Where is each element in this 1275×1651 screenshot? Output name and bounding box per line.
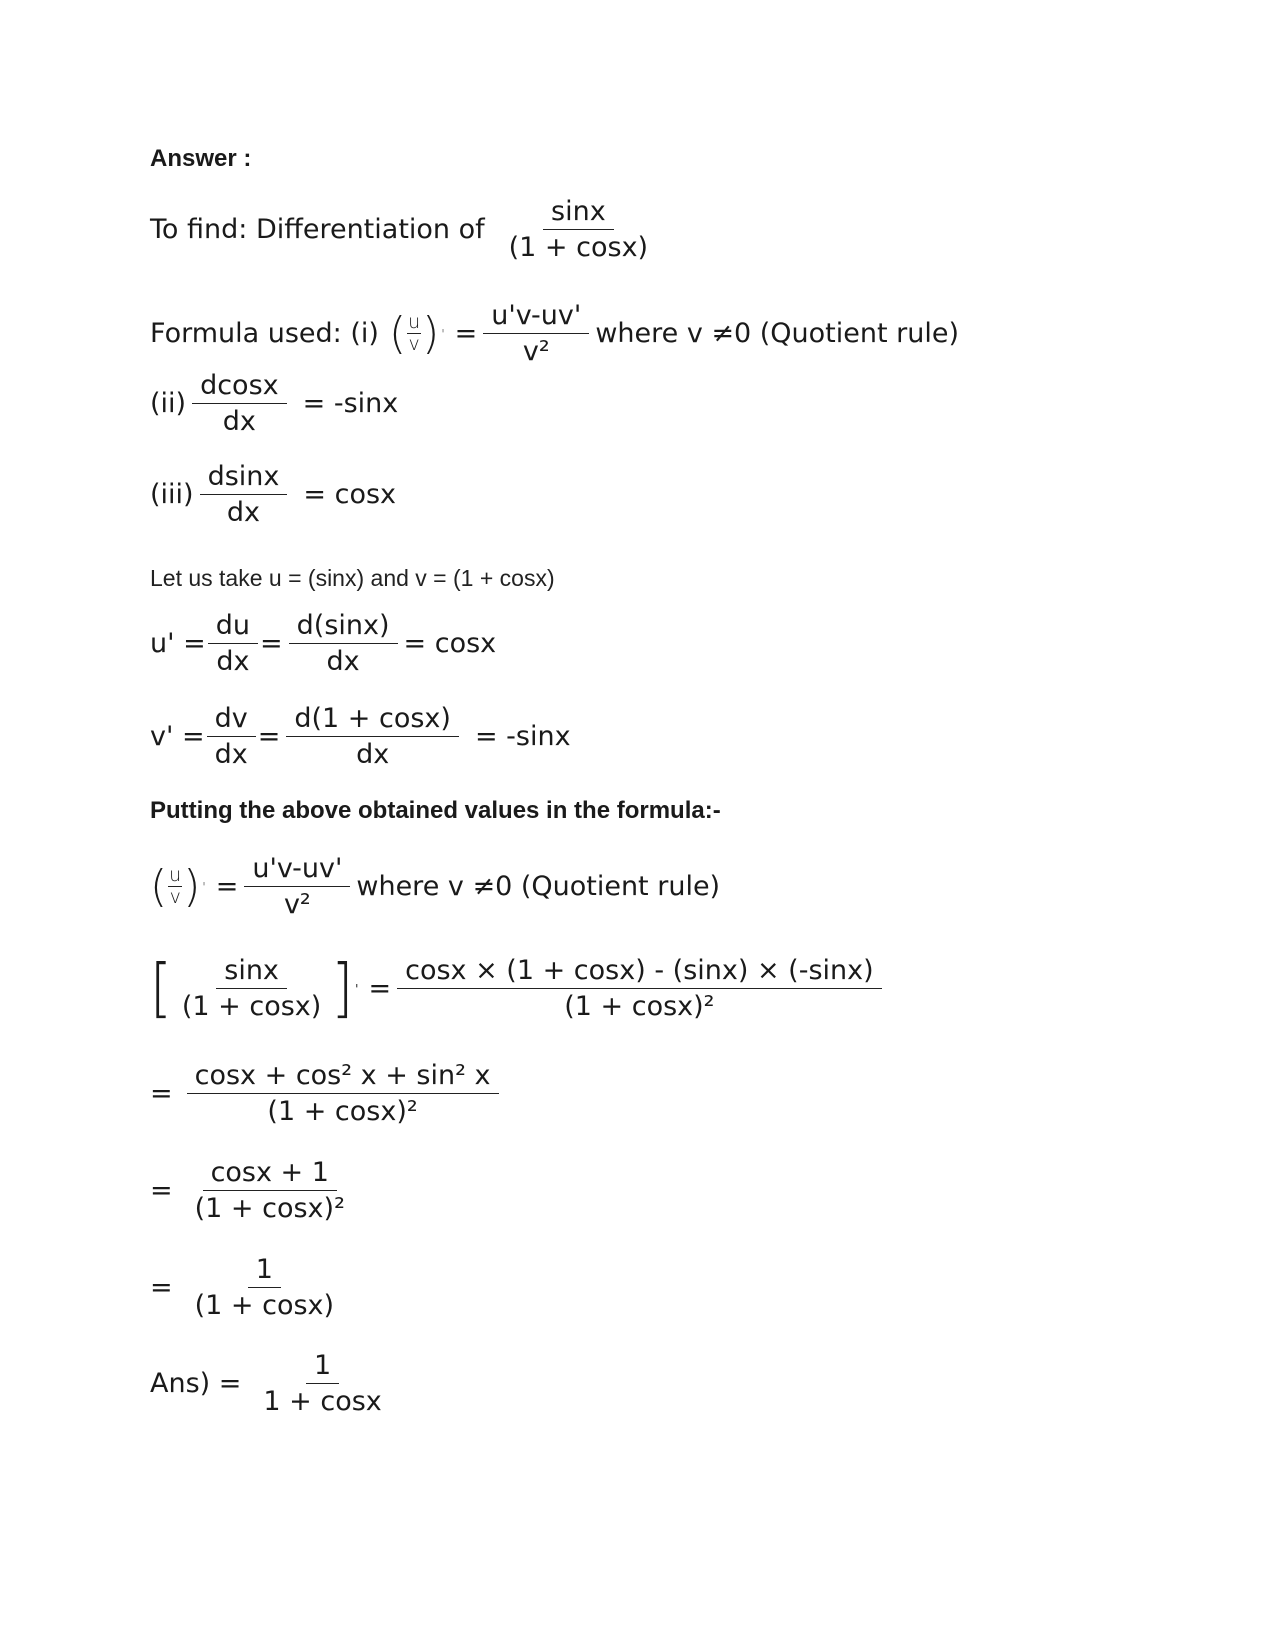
dcos-fraction [192, 370, 287, 437]
sinx-over-1cosx-fraction [174, 955, 329, 1022]
formula-note: where v ≠0 (Quotient rule) [356, 871, 721, 902]
formula-rhs: = cosx [303, 479, 397, 510]
fraction-denominator: dx [214, 739, 248, 770]
fraction-numerator: sinx [216, 955, 287, 989]
uv-v: v [169, 886, 181, 908]
fraction-denominator: (1 + cosx) [194, 1290, 335, 1321]
final-answer-line [150, 1350, 396, 1417]
equals-sign: = [260, 628, 283, 659]
fraction-numerator: sinx [543, 196, 614, 230]
right-bracket: ] [331, 951, 354, 1026]
fraction-numerator: cosx × (1 + cosx) - (sinx) × (-sinx) [397, 955, 882, 989]
answer-label: Answer : [150, 145, 252, 172]
formula-rhs: = -sinx [302, 388, 399, 419]
fraction-denominator: dx [222, 406, 256, 437]
equals-sign: = [215, 871, 239, 902]
formula-note: where v ≠0 (Quotient rule) [595, 318, 960, 349]
fraction-denominator: dx [216, 646, 250, 677]
fraction-denominator: v² [522, 336, 550, 367]
fraction-numerator: d(sinx) [289, 610, 398, 644]
u-prime-rhs: = cosx [403, 628, 497, 659]
d1cosx-dx-fraction [286, 703, 459, 770]
fraction-numerator: cosx + cos² x + sin² x [187, 1060, 499, 1094]
fraction-numerator: cosx + 1 [203, 1157, 337, 1191]
fraction-numerator: u'v-uv' [483, 300, 589, 334]
v-prime-line [150, 703, 571, 770]
equals-sign: = [368, 973, 392, 1004]
formula-repeat [150, 853, 720, 920]
let-us-take-text: Let us take u = (sinx) and v = (1 + cosx) [150, 565, 555, 591]
final-answer-fraction [255, 1350, 389, 1417]
dsin-fraction [200, 461, 288, 528]
v-prime-lhs: v' = [150, 721, 205, 752]
formula-quotient-rule [150, 300, 959, 367]
fraction-numerator: 1 [306, 1350, 339, 1384]
fraction-denominator: (1 + cosx) [508, 232, 649, 263]
equals-sign: = [257, 721, 281, 752]
uv-v: v [408, 333, 420, 355]
fraction-numerator: dcosx [192, 370, 287, 404]
fraction-numerator: du [208, 610, 258, 644]
step-2-line [150, 1060, 505, 1127]
dv-dx-fraction [207, 703, 256, 770]
final-answer-label: Ans) = [150, 1368, 242, 1399]
formula-dsin [150, 461, 396, 528]
v-prime-rhs: = -sinx [474, 721, 571, 752]
fraction-numerator: dsinx [200, 461, 288, 495]
formula-label: (iii) [150, 479, 194, 510]
fraction-denominator: v² [283, 889, 311, 920]
fraction-numerator: d(1 + cosx) [286, 703, 459, 737]
step-1-fraction [397, 955, 882, 1022]
step-1-line: [ $\frac{\sin x}{(1 + \cos x)}$ ] ' = $\frac{\cos x \times (1 + \cos x) - (\sin x) \times (-\sin x)}{\text{(1 + cosx)²}}$ [150, 955, 888, 1022]
fraction-numerator: dv [207, 703, 256, 737]
to-find-fraction [501, 196, 656, 263]
quotient-fraction [244, 853, 350, 920]
equals-sign: = [150, 1078, 173, 1109]
uv-u: u [169, 864, 182, 886]
equals-sign: = [150, 1272, 173, 1303]
fraction-denominator: dx [326, 646, 360, 677]
to-find-line [150, 196, 662, 263]
fraction-denominator: (1 + cosx)² [564, 991, 715, 1022]
fraction-denominator: dx [226, 497, 261, 528]
u-over-v: ( u v ) ' [150, 861, 206, 912]
u-prime-lhs: u' = [150, 628, 206, 659]
du-dx-fraction [208, 610, 258, 677]
to-find-label: To find: Differentiation of [150, 214, 485, 245]
u-prime-line [150, 610, 496, 677]
left-bracket: [ [150, 951, 172, 1026]
formula-label: (ii) [150, 388, 187, 419]
step-4-fraction [187, 1254, 342, 1321]
u-over-v: ( u v ) ' [388, 308, 445, 359]
fraction-denominator: (1 + cosx)² [267, 1096, 418, 1127]
putting-values-heading: Putting the above obtained values in the formula:- [150, 797, 721, 824]
step-3-line [150, 1157, 359, 1224]
fraction-denominator: (1 + cosx) [181, 991, 322, 1022]
formula-dcos [150, 370, 398, 437]
step-4-line [150, 1254, 348, 1321]
step-2-fraction [187, 1060, 499, 1127]
dsinx-dx-fraction [289, 610, 398, 677]
equals-sign: = [454, 318, 478, 349]
uv-u: u [408, 311, 421, 333]
quotient-fraction [483, 300, 589, 367]
step-3-fraction [187, 1157, 353, 1224]
fraction-numerator: 1 [248, 1254, 281, 1288]
formula-label: Formula used: (i) [150, 318, 379, 349]
fraction-denominator: dx [356, 739, 390, 770]
fraction-denominator: 1 + cosx [263, 1386, 382, 1417]
fraction-denominator: (1 + cosx)² [194, 1193, 345, 1224]
equals-sign: = [150, 1175, 173, 1206]
fraction-numerator: u'v-uv' [244, 853, 350, 887]
